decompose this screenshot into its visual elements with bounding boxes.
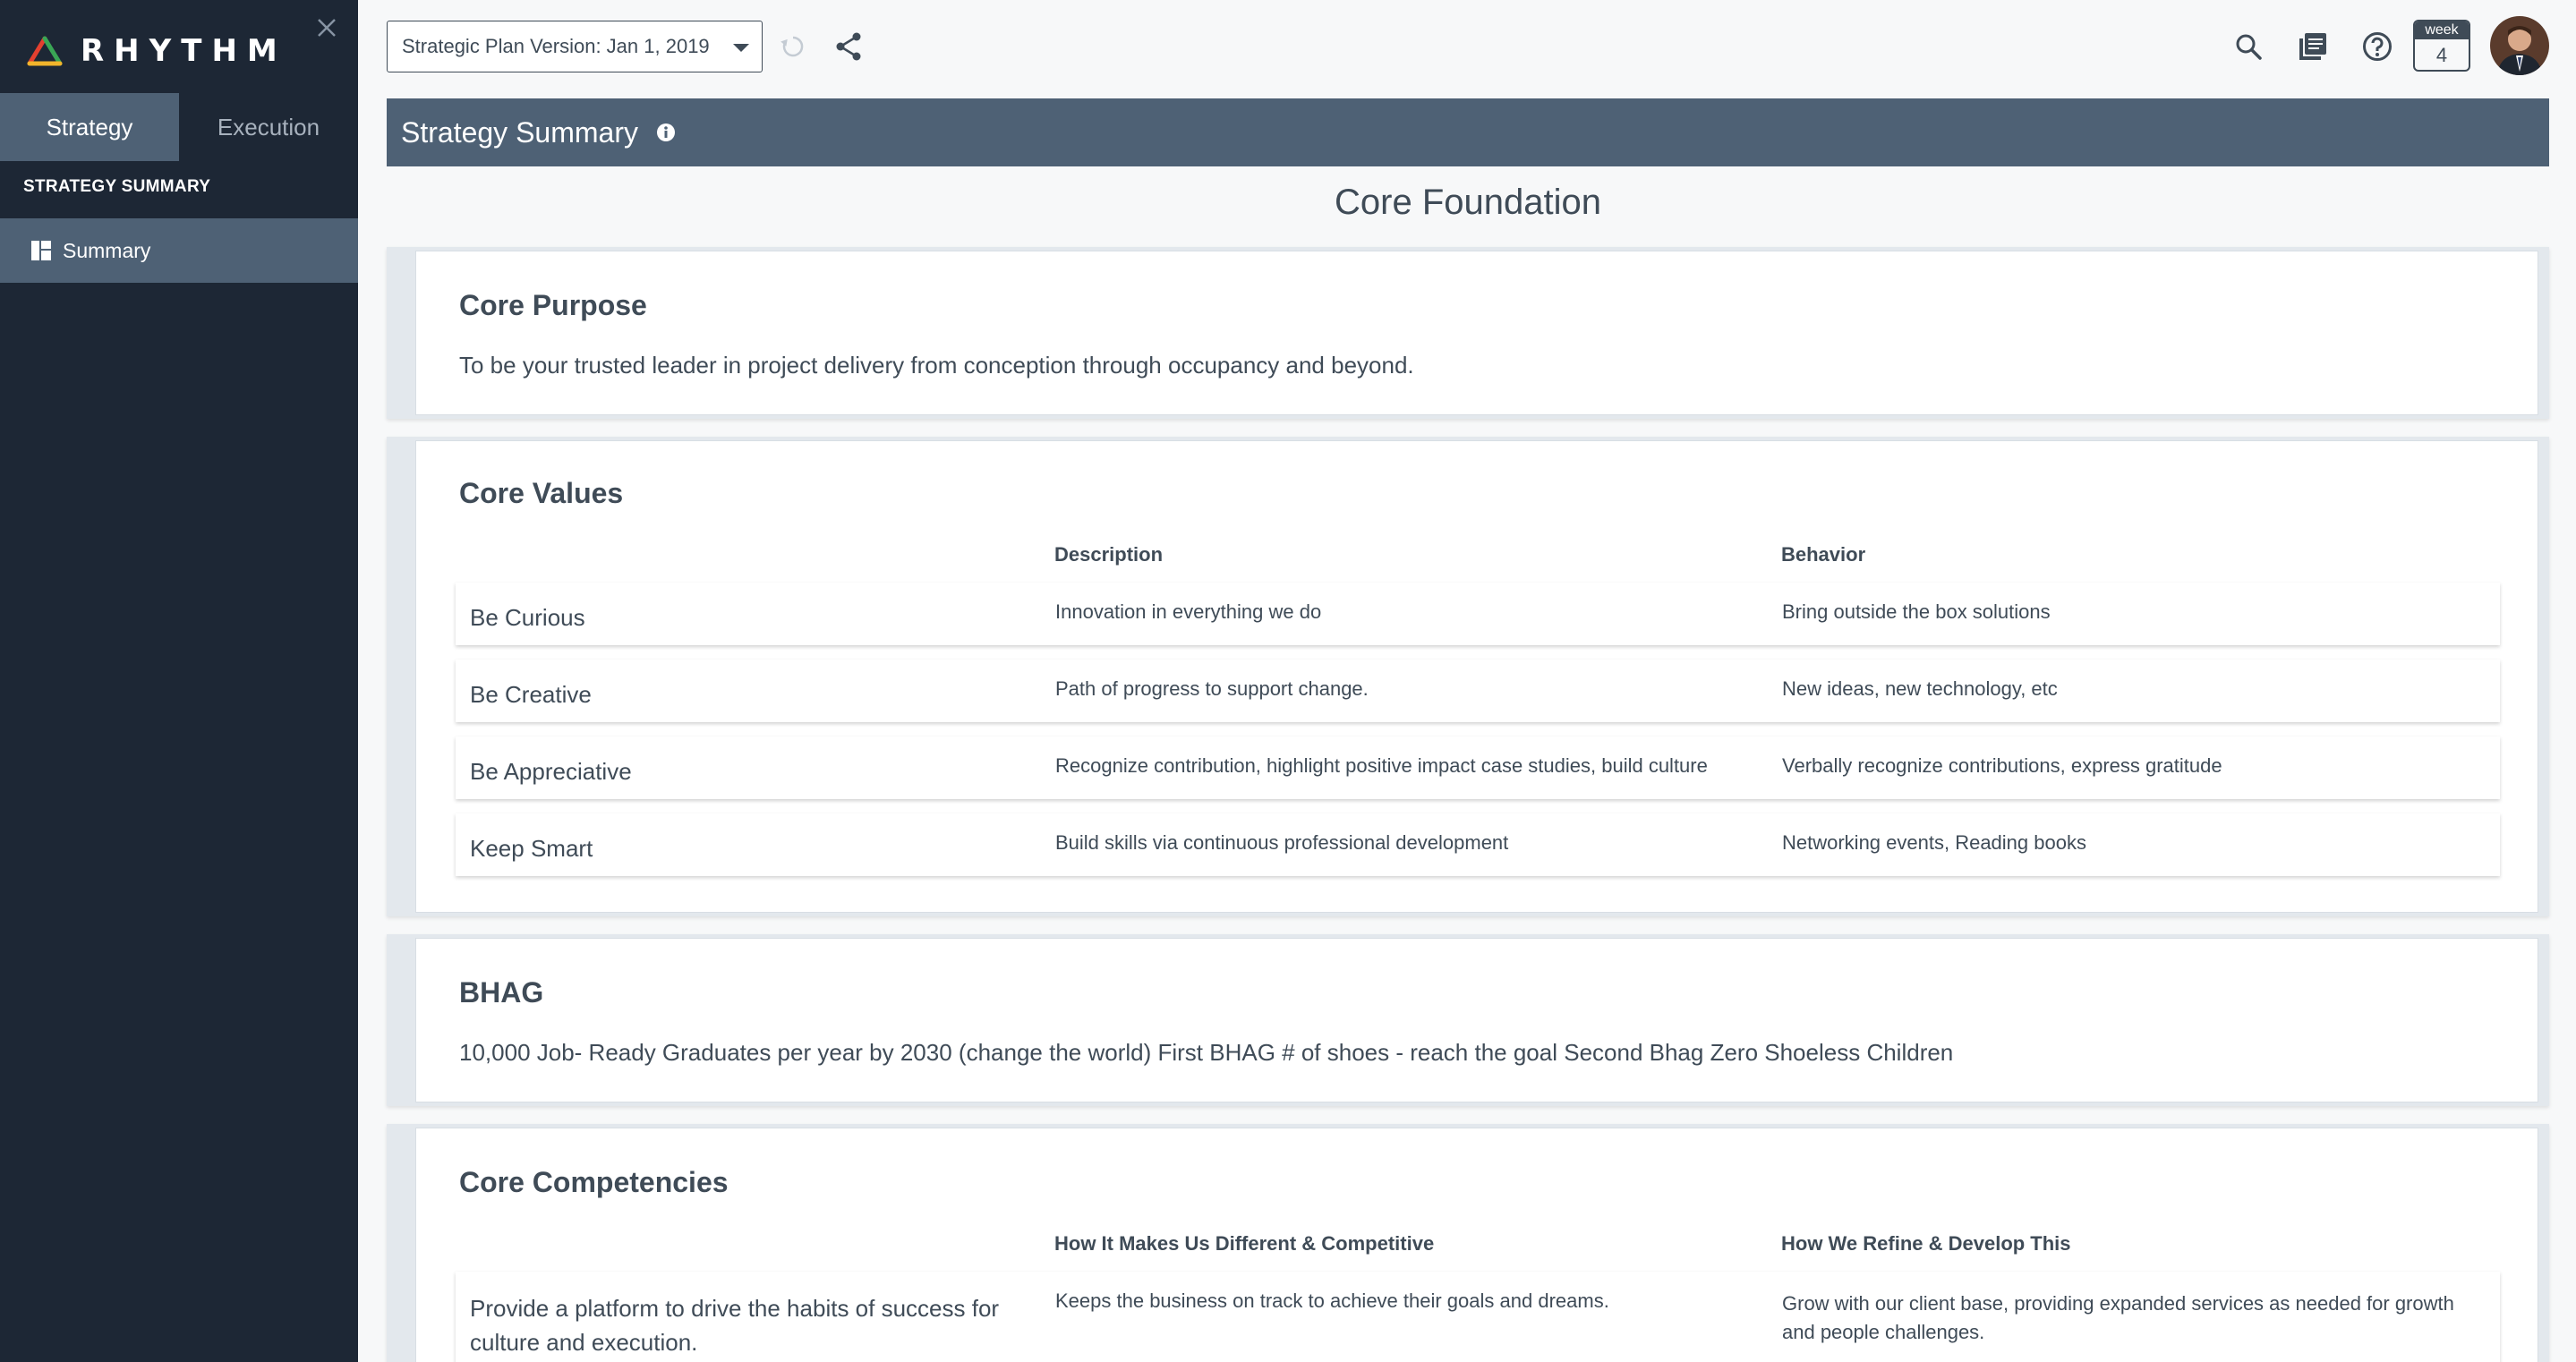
card-title: Core Purpose	[459, 289, 647, 321]
value-description: Path of progress to support change.	[1055, 677, 1369, 700]
sidebar-item-summary[interactable]	[0, 218, 358, 283]
core-purpose-card	[387, 247, 2549, 419]
value-name: Be Appreciative	[470, 758, 632, 785]
bhag-text: 10,000 Job- Ready Graduates per year by 2030 (change the world) First BHAG # of shoes - reach the goal Second Bhag Zero Shoeless Children	[459, 1039, 1954, 1066]
tab-execution[interactable]: Execution	[217, 113, 320, 140]
table-row	[456, 1272, 2500, 1362]
value-behavior: Verbally recognize contributions, express gratitude	[1782, 754, 2222, 777]
bhag-card	[387, 934, 2549, 1106]
help-button[interactable]	[2359, 29, 2395, 64]
value-description: Innovation in everything we do	[1055, 600, 1322, 623]
tab-strategy[interactable]: Strategy	[0, 93, 179, 161]
competency-refine-line: Grow with our client base, providing expanded services as needed for growth	[1782, 1292, 2454, 1315]
table-row	[456, 813, 2500, 876]
core-competencies-card	[387, 1124, 2549, 1362]
card-body	[415, 938, 2538, 1102]
table-row	[456, 583, 2500, 645]
week-label: week	[2415, 21, 2469, 39]
plan-version-value: Strategic Plan Version: Jan 1, 2019	[402, 35, 710, 57]
user-avatar-icon	[2490, 16, 2549, 75]
avatar[interactable]	[2490, 16, 2549, 75]
value-description: Build skills via continuous professional development	[1055, 831, 1509, 854]
value-behavior: Networking events, Reading books	[1782, 831, 2086, 854]
page-title: Strategy Summary	[401, 115, 638, 149]
sidebar-item-label: Summary	[63, 238, 151, 262]
table-row	[456, 660, 2500, 722]
app-name: RHYTHM	[81, 33, 287, 69]
column-header-behavior: Behavior	[1781, 543, 1866, 566]
value-description: Recognize contribution, highlight positive impact case studies, build culture	[1055, 754, 1708, 777]
refresh-button[interactable]	[777, 30, 809, 63]
value-name: Be Creative	[470, 681, 592, 708]
competency-name-line: culture and execution.	[470, 1329, 698, 1356]
info-button[interactable]	[656, 123, 676, 142]
value-behavior: Bring outside the box solutions	[1782, 600, 2051, 623]
card-body	[415, 251, 2538, 415]
close-icon	[317, 18, 337, 38]
column-header-refine: How We Refine & Develop This	[1781, 1232, 2071, 1255]
library-button[interactable]	[2295, 29, 2331, 64]
search-icon	[2234, 32, 2263, 61]
card-body	[415, 440, 2538, 913]
page-title-bar	[387, 98, 2549, 166]
info-icon	[656, 123, 676, 142]
competency-different: Keeps the business on track to achieve their goals and dreams.	[1055, 1290, 1609, 1312]
card-body	[415, 1128, 2538, 1362]
table-row	[456, 736, 2500, 799]
core-purpose-text: To be your trusted leader in project delivery from conception through occupancy and beyond.	[459, 352, 1414, 379]
chevron-down-icon	[733, 44, 749, 52]
search-button[interactable]	[2231, 29, 2266, 64]
app-logo	[27, 33, 287, 69]
value-name: Be Curious	[470, 604, 585, 631]
card-title: Core Values	[459, 477, 624, 509]
rhythm-logo-icon	[27, 36, 63, 66]
help-icon	[2362, 31, 2393, 62]
plan-version-select[interactable]	[387, 21, 763, 72]
sidebar-tabs	[0, 93, 358, 161]
week-indicator[interactable]	[2413, 20, 2470, 72]
column-header-description: Description	[1054, 543, 1164, 566]
column-header-different: How It Makes Us Different & Competitive	[1054, 1232, 1435, 1255]
card-title: BHAG	[459, 976, 544, 1009]
value-name: Keep Smart	[470, 835, 593, 862]
library-icon	[2298, 31, 2328, 62]
card-title: Core Competencies	[459, 1166, 729, 1198]
sidebar-section-label: STRATEGY SUMMARY	[23, 177, 211, 196]
refresh-icon	[780, 33, 806, 60]
competency-refine	[1782, 1290, 2454, 1347]
share-icon	[835, 32, 862, 61]
competency-refine-line: and people challenges.	[1782, 1321, 1985, 1343]
dashboard-icon	[30, 240, 52, 261]
sidebar	[0, 0, 358, 1362]
value-behavior: New ideas, new technology, etc	[1782, 677, 2058, 700]
core-values-card	[387, 437, 2549, 916]
section-heading: Core Foundation	[1335, 183, 1601, 222]
competency-name	[470, 1291, 999, 1359]
competency-name-line: Provide a platform to drive the habits of success for	[470, 1295, 1000, 1322]
close-sidebar-button[interactable]	[313, 14, 340, 41]
share-button[interactable]	[832, 29, 865, 64]
week-number: 4	[2435, 44, 2448, 66]
